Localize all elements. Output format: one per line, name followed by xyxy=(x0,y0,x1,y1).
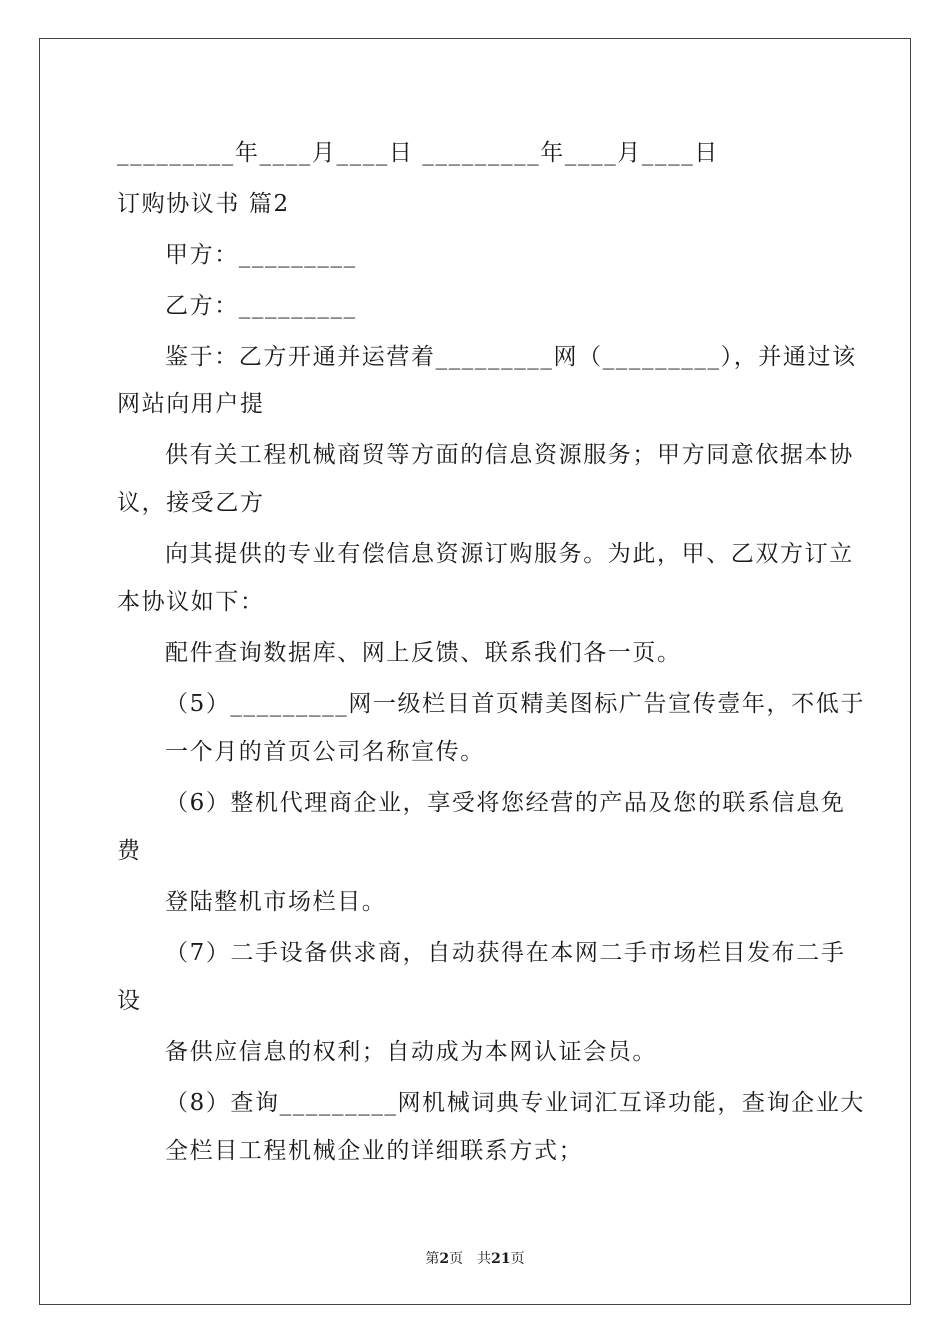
signature-date-line: _________年____月____日 _________年____月____日 xyxy=(117,140,719,166)
clause-5-line: 一个月的首页公司名称宣传。 xyxy=(165,739,485,765)
party-b-line: 乙方：_________ xyxy=(165,293,357,319)
page-footer xyxy=(0,1248,950,1268)
paragraph-line: 本协议如下： xyxy=(117,589,265,615)
clause-6-line: （6）整机代理商企业，享受将您经营的产品及您的联系信息免 xyxy=(165,790,846,816)
clause-8-line: （8）查询_________网机械词典专业词汇互译功能，查询企业大 xyxy=(165,1090,865,1116)
paragraph-line: 网站向用户提 xyxy=(117,391,265,417)
party-a-line: 甲方：_________ xyxy=(165,242,357,268)
footer-mid: 页 共 xyxy=(449,1251,492,1267)
clause-6-line: 费 xyxy=(117,838,142,864)
paragraph-line: 向其提供的专业有偿信息资源订购服务。为此，甲、乙双方订立 xyxy=(165,541,854,567)
footer-suffix: 页 xyxy=(510,1251,525,1267)
section-title: 订购协议书 篇2 xyxy=(117,191,290,217)
clause-7-line: 备供应信息的权利；自动成为本网认证会员。 xyxy=(165,1039,657,1065)
clause-6-line: 登陆整机市场栏目。 xyxy=(165,889,387,915)
paragraph-line: 配件查询数据库、网上反馈、联系我们各一页。 xyxy=(165,640,682,666)
paragraph-line: 议，接受乙方 xyxy=(117,490,265,516)
clause-7-line: （7）二手设备供求商，自动获得在本网二手市场栏目发布二手 xyxy=(165,940,846,966)
current-page-number: 2 xyxy=(439,1251,450,1267)
paragraph-line: 供有关工程机械商贸等方面的信息资源服务；甲方同意依据本协 xyxy=(165,442,854,468)
clause-7-line: 设 xyxy=(117,988,142,1014)
clause-8-line: 全栏目工程机械企业的详细联系方式； xyxy=(165,1138,584,1164)
clause-5-line: （5）_________网一级栏目首页精美图标广告宣传壹年，不低于 xyxy=(165,691,865,717)
paragraph-line: 鉴于：乙方开通并运营着_________网（_________），并通过该 xyxy=(165,344,857,370)
footer-prefix: 第 xyxy=(425,1251,440,1267)
total-page-count: 21 xyxy=(491,1251,511,1267)
